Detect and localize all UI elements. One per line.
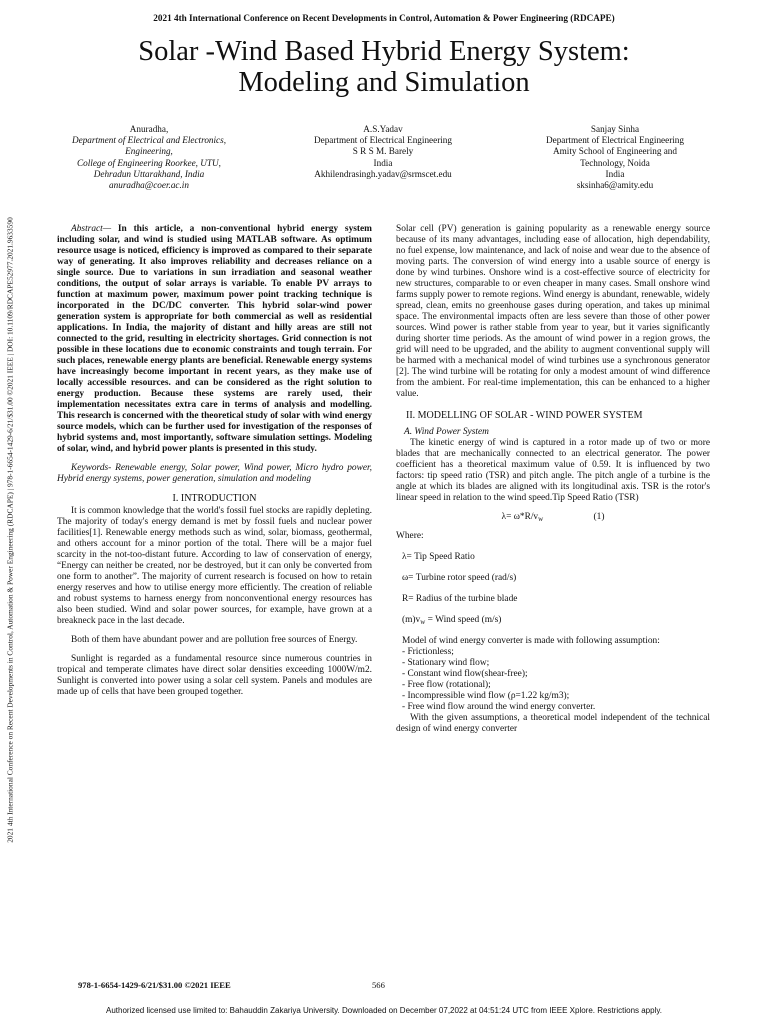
license-notice: Authorized licensed use limited to: Bahauddin Zakariya University. Downloaded on December 07,2022 at 04:51:24 UTC from IEEE Xplore. Restrictions apply. — [106, 1006, 662, 1015]
author-affiliation: India — [605, 168, 625, 179]
assumption-item: - Stationary wind flow; — [402, 658, 490, 668]
author-affiliation: Engineering, — [125, 146, 173, 157]
assumption-item: - Constant wind flow(shear-free); — [402, 669, 528, 679]
wind-paragraph: The kinetic energy of wind is captured in a rotor made up of two or more blades that are mechanically connected to an electrical generator. The power coefficient has a theoretical maximum value of 0.59. It is influenced by two factors: tip speed ratio (TSR) and pitch angle. The pitch angle of a turbine is the angle at which its blades are aligned with its longitudinal axis. TSR is the rotor's linear speed in relation to the wind speed.Tip Speed Ratio (TSR) — [396, 438, 710, 503]
wind-speed-symbol: (m)v — [402, 615, 421, 625]
side-margin-citation — [3, 100, 17, 960]
equation-expression: λ= ω*R/v — [501, 512, 539, 522]
author-affiliation: S R S M. Barely — [352, 146, 414, 157]
section-heading-modelling: II. MODELLING OF SOLAR - WIND POWER SYSTEM — [406, 410, 643, 421]
title-line-2: Modeling and Simulation — [238, 67, 530, 98]
abstract-label: Abstract— — [71, 224, 112, 234]
author-affiliation: Technology, Noida — [580, 157, 650, 168]
model-assumption-intro: Model of wind energy converter is made with following assumption: — [402, 636, 660, 646]
variable-rotor-speed: ω= Turbine rotor speed (rad/s) — [402, 573, 517, 583]
variable-wind-speed — [402, 615, 710, 628]
equation-tsr — [396, 512, 710, 525]
author-affiliation: College of Engineering Roorkee, UTU, — [77, 157, 221, 168]
pv-paragraph: Solar cell (PV) generation is gaining popularity as a renewable energy source because of its many advantages, including ease of allocation, high dependability, no fuel expense, low maintenance, and lack of noise and wear due to the absence of moving parts. The conversion of wind energy into a usable source of energy is done by wind turbines. Onshore wind is a cost-effective source of electricity for new structures, comparable to or even cheaper in many cases. Small onshore wind farms supply power to remote regions. Wind energy is abundant, renewable, widely spread, clean, emits no greenhouse gases during operation, and takes up minimal space. The environmental impacts often are less severe than those of other power sources. Wind power is rather stable from year to year, but it varies significantly during shorter time periods. As the amount of wind power in a region grows, the grid will need to be upgraded, and the ability to augment conventional supply will be harmed with a mechanical model of wind turbines use a synchronous generator [2]. The wind turbine will be rotating for only a modest amount of wind difference from the ambient. For real-time implementation, this can be enhanced to a higher value. — [396, 224, 710, 399]
conference-header: 2021 4th International Conference on Recent Developments in Control, Automation & Power Engineering (RDCAPE) — [153, 13, 615, 23]
intro-paragraph-3: Sunlight is regarded as a fundamental resource since numerous countries in tropical and temperate climates have direct solar densities exceeding 1000W/m2. Sunlight is converted into power using a solar cell system. Panels and modules are made up of cells that have been grouped together. — [57, 654, 372, 697]
author-block-1 — [42, 124, 256, 191]
equation-number: (1) — [593, 512, 605, 522]
title-line-1: Solar -Wind Based Hybrid Energy System: — [138, 36, 630, 67]
author-affiliation: Department of Electrical and Electronics, — [71, 135, 227, 146]
paper-title — [0, 36, 768, 98]
wind-speed-definition: = Wind speed (m/s) — [425, 615, 502, 625]
assumption-item: - Frictionless; — [402, 647, 454, 657]
assumption-item: - Incompressible wind flow (ρ=1.22 kg/m3); — [402, 691, 570, 701]
closing-paragraph: With the given assumptions, a theoretical model independent of the technical design of wind energy converter — [396, 713, 710, 734]
author-email: anuradha@coer.ac.in — [109, 180, 189, 191]
variable-radius: R= Radius of the turbine blade — [402, 594, 518, 604]
author-name: A.S.Yadav — [363, 124, 403, 134]
where-label: Where: — [396, 531, 424, 541]
author-affiliation: Department of Electrical Engineering — [313, 135, 452, 146]
subsection-heading-wind: A. Wind Power System — [404, 427, 489, 437]
keywords: Keywords- Renewable energy, Solar power, Wind power, Micro hydro power, Hybrid energy systems, power generation, simulation and modeling — [57, 463, 372, 484]
author-affiliation: Dehradun Uttarakhand, India — [93, 168, 205, 179]
author-affiliation: India — [373, 157, 393, 168]
author-affiliation: Department of Electrical Engineering — [545, 135, 684, 146]
author-name: Anuradha, — [129, 124, 169, 134]
right-column — [396, 224, 710, 735]
wind-speed-subscript: w — [420, 618, 426, 626]
variable-tsr: λ= Tip Speed Ratio — [402, 552, 475, 562]
author-block-3 — [508, 124, 722, 191]
abstract-text: In this article, a non-conventional hybrid energy system including solar, and wind is studied using MATLAB software. As optimum resource usage is noticed, efficiency is improved as compared to their separate way of generating. It also improves reliability and decreases reliance on a single source. Due to variations in sun irradiation and seasonal weather conditions, the output of solar arrays is variable. To enable PV arrays to function at maximum power, maximum power point tracking technique is incorporated in the DC/DC converter. This hybrid solar-wind power generation system is appropriate for both commercial as well as residential applications. In India, the majority of distant and hilly areas are still not connected to the grid, resulting in electricity shortages. Grid connection is not possible in these locations due to economic constraints and tough terrain. For such places, renewable energy plants are beneficial. Renewable energy systems have increasingly become important in recent years, as they make use of locally accessible resources. and can be considered as the right solution to energy production. Because these systems are rarely used, their implementation necessitates extra care in terms of analysis and modelling. This research is concerned with the theoretical study of solar with wind energy source models, which can be further used for investigation of the responses of hybrid systems and, most importantly, software simulation settings. Modeling of solar, wind, and hybrid power plants is presented in this study. — [57, 224, 372, 454]
author-email: sksinha6@amity.edu — [576, 180, 654, 191]
assumption-item: - Free flow (rotational); — [402, 680, 491, 690]
abstract — [57, 224, 372, 455]
footer-isbn: 978-1-6654-1429-6/21/$31.00 ©2021 IEEE — [78, 980, 231, 990]
author-affiliation: Amity School of Engineering and — [552, 146, 677, 157]
page-number: 566 — [372, 980, 385, 990]
assumption-item: - Free wind flow around the wind energy converter. — [402, 702, 596, 712]
side-citation-text: 2021 4th International Conference on Recent Developments in Control, Automation & Power Engineering (RDCAPE) | 978-1-6654-1429-6/21/$31.00 ©2021 IEEE | DOI: 10.1109/RDCAPE52977.2021.9633590 — [5, 217, 15, 843]
author-name: Sanjay Sinha — [590, 124, 640, 134]
equation-subscript: w — [538, 515, 544, 523]
section-heading-introduction: I. INTRODUCTION — [172, 493, 257, 504]
intro-paragraph-1: It is common knowledge that the world's fossil fuel stocks are rapidly depleting. The majority of today's energy demand is met by fossil fuels and nuclear power facilities[1]. Renewable energy methods such as wind, solar, biomass, geothermal, and others account for a minor portion of the total. There will be a major fuel scarcity in the not-too-distant future. According to law of conservation of energy, “Energy can neither be created, nor be destroyed, but it can only be converted from one form to another”. The majority of current research is focused on how to retain energy reserves and how to utilise energy more efficiently. The creation of reliable and robust systems to harness energy from nonconventional energy resources has also been studied. Wind and solar power sources, for example, have grown at a breakneck pace in the last decade. — [57, 506, 372, 626]
left-column — [57, 224, 372, 698]
intro-paragraph-2: Both of them have abundant power and are pollution free sources of Energy. — [71, 635, 358, 645]
author-block-2 — [276, 124, 490, 180]
author-email: Akhilendrasingh.yadav@srmscet.edu — [314, 168, 452, 179]
